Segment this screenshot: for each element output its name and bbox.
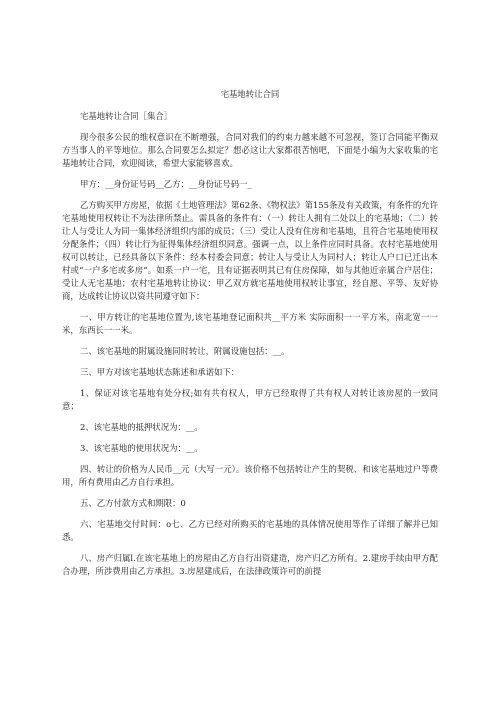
clause-3-item-1: 1、保证对该宅基地有处分权;如有共有权人，甲方已经取得了共有权人对转让该房屋的一致同意；: [62, 388, 438, 411]
clause-1-location: 一、甲方转让的宅基地位置为,该宅基地登记面积共__平方米 实际面积一一平方米，南北宽一一米，东西长一一米。: [62, 312, 438, 335]
document-title: 宅基地转让合同: [220, 89, 280, 99]
document-subtitle: 宅基地转让合同［集合］: [80, 111, 173, 121]
clause-4-price: 四、转让的价格为人民币__元（大写一元）。该价格不包括转让产生的契税、和该宅基地过户等费用，所有费用由乙方自行承担。: [62, 464, 438, 487]
clause-8-ownership: 八、房产归属l.在该宅基地上的房屋由乙方自行出资建造，房产归乙方所有。2.建房手续由甲方配合办理，所涉费用由乙方承担。3.房屋建成后，在法律政策许可的前提: [62, 553, 438, 576]
conditions-paragraph: 乙方购买甲方房屋，依据《土地管理法》第62条、《物权法》第155条及有关政策，有条件的允许宅基地使用权转让不为法律所禁止。需具备的条件有：（一）转让人拥有二处以上的宅基地；（二）转让人与受让人为同一集体经济组织内部的成员；（三）受让人没有住房和宅基地，且符合宅基地使用权分配条件；（四）转让行为征得集体经济组织同意。强调一点，以上条件应同时具备。农村宅基地使用权可以转让，已经具备以下条件：经本村委会同意；转让人与受让人为同村人；转让人户口已迁出本村或“一户多宅或多房”。如系一户一宅，且有证据表明其已有住房保障，如与其他近亲属合户居住；受让人无宅基地；农村宅基地转让协议：甲乙双方就宅基地使用权转让事宜，经自愿、平等、友好协商，达成转让协议以资共同遵守如下：: [62, 200, 438, 301]
clause-3-item-2: 2、该宅基地的抵押状况为：__。: [80, 422, 203, 432]
clause-3-statements: 三、甲方对该宅基地状态陈述和承诺如下：: [80, 367, 240, 377]
clause-3-item-3: 3、该宅基地的使用状况为：__。: [80, 443, 203, 453]
clause-5-payment: 五、乙方付款方式和期限：0: [80, 498, 186, 508]
parties-line: 甲方：__身份证号码__乙方：__身份证号码一_: [80, 179, 252, 189]
document-page: [62, 88, 438, 586]
clause-6-7-delivery: 六、宅基地交付时间：o七、乙方已经对所购买的宅基地的具体情况使用等作了详细了解并已知悉。: [62, 519, 438, 542]
intro-paragraph: 现今很多公民的维权意识在不断增强，合同对我们的约束力越来越不可忽视，签订合同能平衡双方当事人的平等地位。那么合同要怎么拟定？想必这让大家都很苦恼吧，下面是小编为大家收集的宅基地转让合同，欢迎阅读，希望大家能够喜欢。: [62, 132, 438, 168]
clause-2-facilities: 二、该宅基地的附属设施同时转让，附属设施包括：__。: [80, 346, 290, 356]
